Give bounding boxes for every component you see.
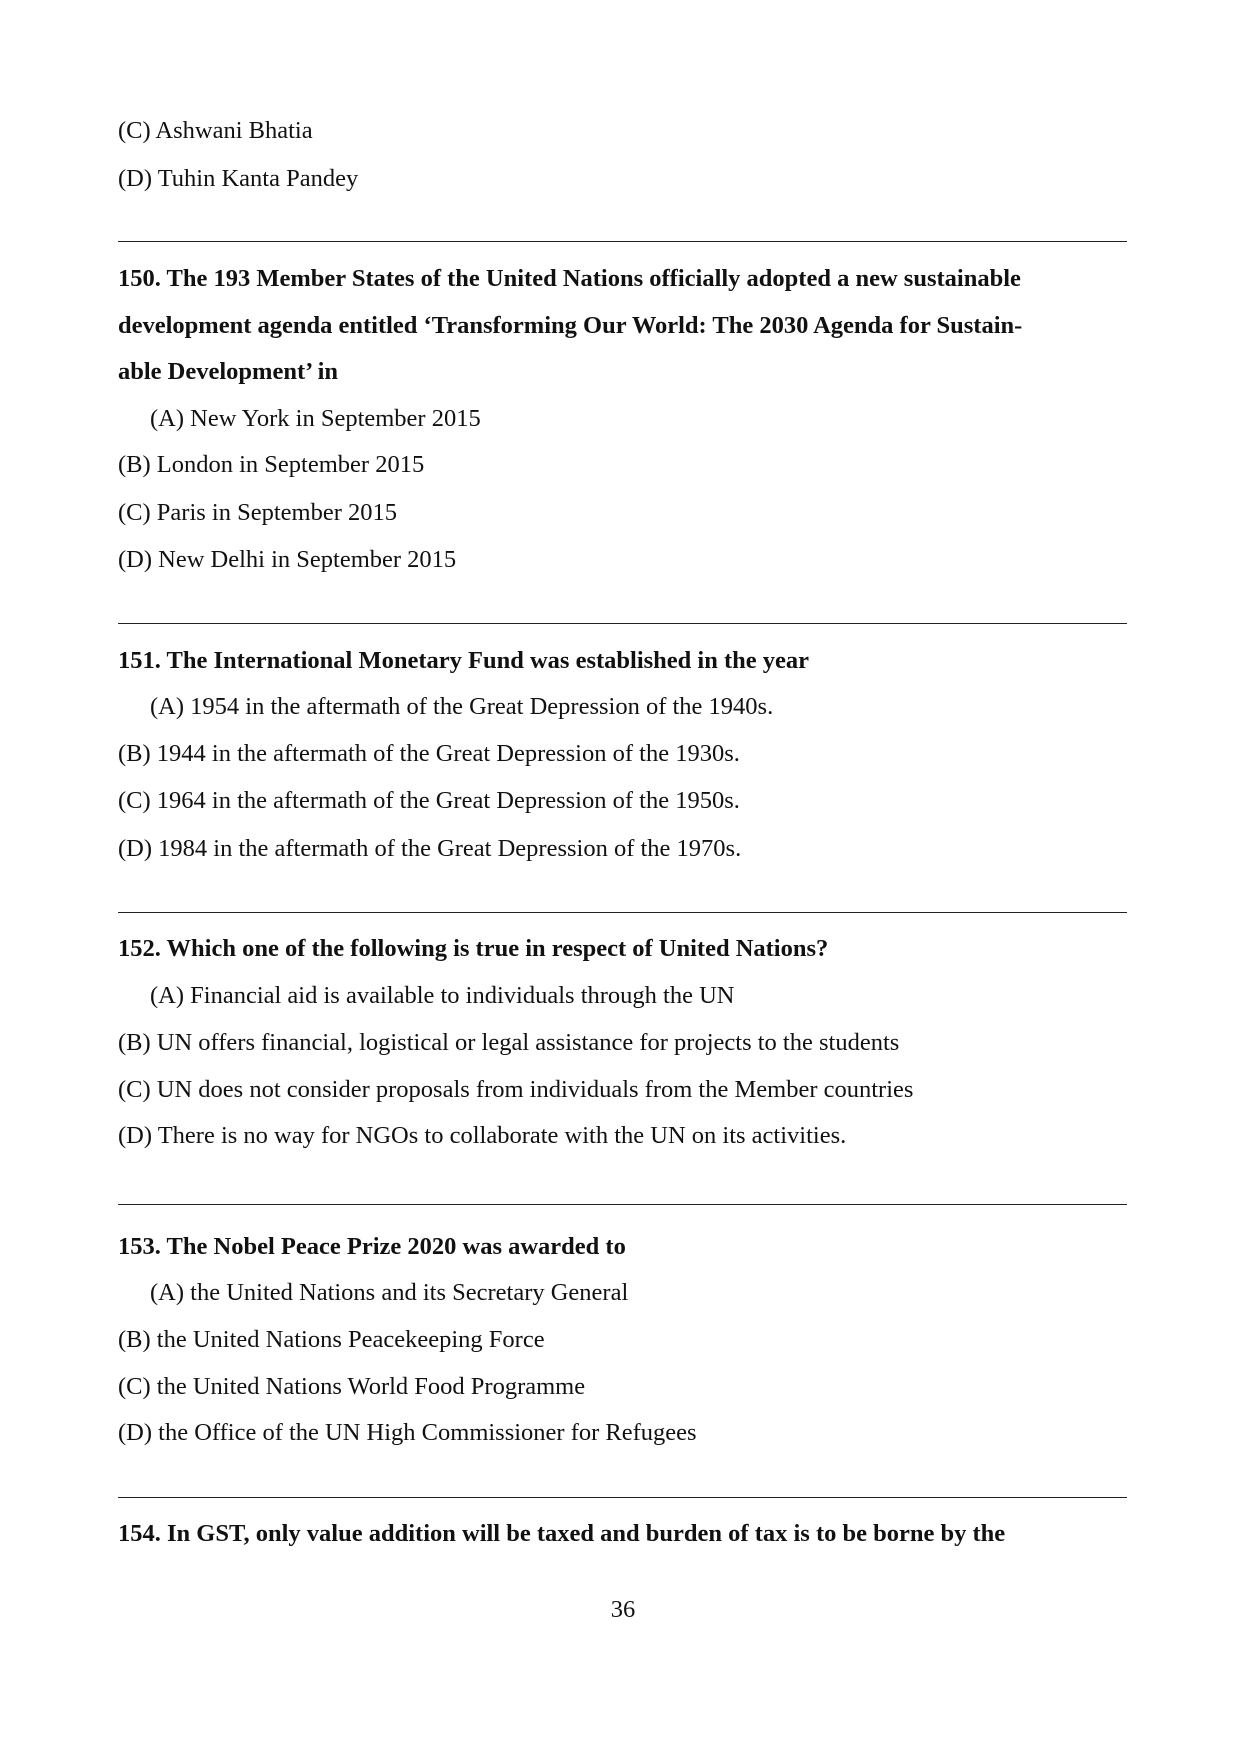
option-b: (B) UN offers financial, logistical or legal assistance for projects to the students — [118, 1029, 900, 1056]
option-c: (C) 1964 in the aftermath of the Great Depression of the 1950s. — [118, 787, 740, 814]
option-a: (A) New York in September 2015 — [150, 405, 481, 432]
page-number: 36 — [610, 1596, 636, 1623]
question-text: 153. The Nobel Peace Prize 2020 was awarded to — [118, 1233, 626, 1260]
option-d: (D) the Office of the UN High Commissioner for Refugees — [118, 1419, 697, 1446]
question-text: development agenda entitled ‘Transforming Our World: The 2030 Agenda for Sustain- — [118, 312, 1023, 339]
carryover-option-c: (C) Ashwani Bhatia — [118, 117, 313, 144]
question-text: able Development’ in — [118, 358, 339, 385]
option-c: (C) Paris in September 2015 — [118, 499, 397, 526]
question-text: 154. In GST, only value addition will be taxed and burden of tax is to be borne by the — [118, 1520, 1006, 1547]
option-d: (D) 1984 in the aftermath of the Great Depression of the 1970s. — [118, 835, 742, 862]
divider — [118, 1497, 1127, 1498]
option-b: (B) London in September 2015 — [118, 451, 425, 478]
question-text: 150. The 193 Member States of the United Nations officially adopted a new sustainable — [118, 265, 1021, 292]
divider — [118, 912, 1127, 913]
option-d: (D) There is no way for NGOs to collaborate with the UN on its activities. — [118, 1122, 847, 1149]
option-b: (B) 1944 in the aftermath of the Great Depression of the 1930s. — [118, 740, 740, 767]
option-a: (A) 1954 in the aftermath of the Great Depression of the 1940s. — [150, 693, 774, 720]
option-d: (D) New Delhi in September 2015 — [118, 546, 457, 573]
option-b: (B) the United Nations Peacekeeping Force — [118, 1326, 545, 1353]
question-text: 152. Which one of the following is true in respect of United Nations? — [118, 935, 829, 962]
divider — [118, 241, 1127, 242]
option-a: (A) the United Nations and its Secretary General — [150, 1279, 629, 1306]
carryover-option-d: (D) Tuhin Kanta Pandey — [118, 165, 359, 192]
option-a: (A) Financial aid is available to individuals through the UN — [150, 982, 735, 1009]
option-c: (C) UN does not consider proposals from individuals from the Member countries — [118, 1076, 914, 1103]
divider — [118, 623, 1127, 624]
question-text: 151. The International Monetary Fund was established in the year — [118, 647, 810, 674]
option-c: (C) the United Nations World Food Programme — [118, 1373, 586, 1400]
divider — [118, 1204, 1127, 1205]
